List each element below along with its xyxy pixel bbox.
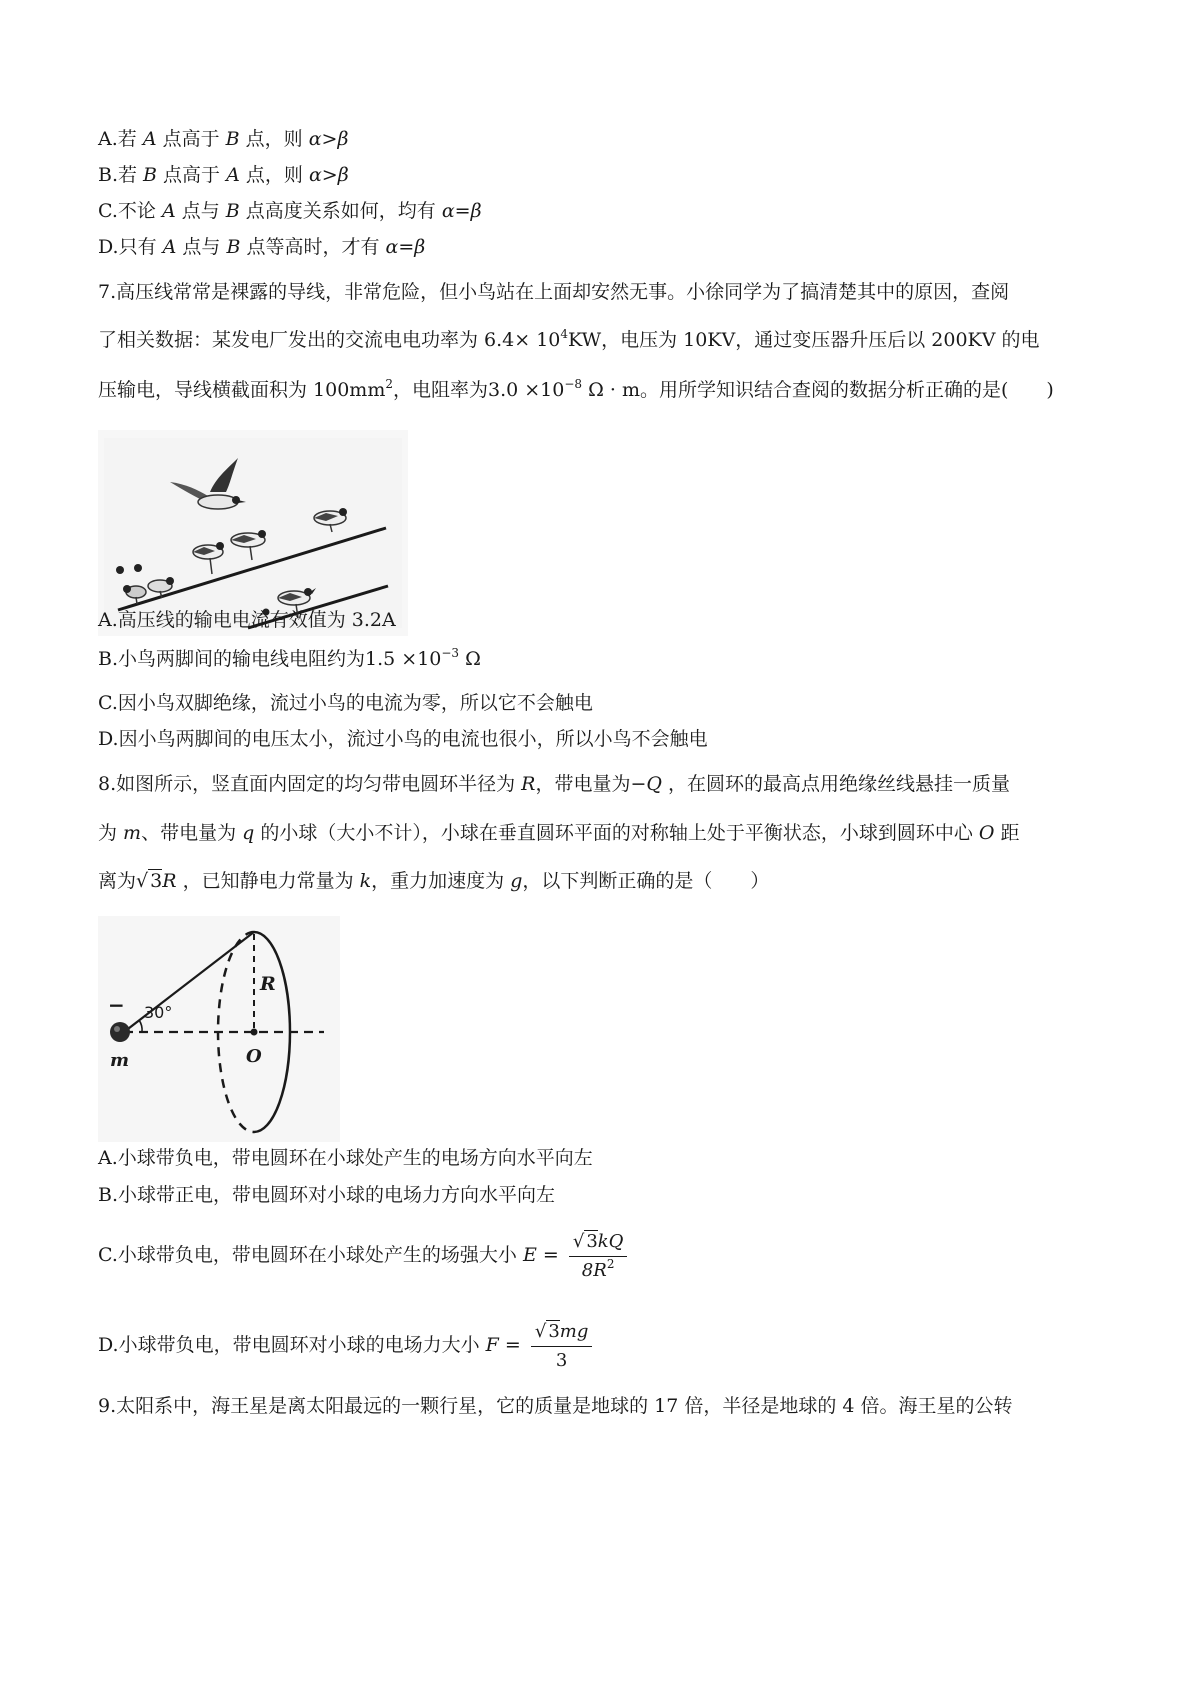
q7-option-c: C.因小鸟双脚绝缘，流过小鸟的电流为零，所以它不会触电 xyxy=(98,692,593,714)
center-label: O xyxy=(246,1046,262,1067)
q7-option-d: D.因小鸟两脚间的电压太小，流过小鸟的电流也很小，所以小鸟不会触电 xyxy=(98,728,708,750)
q8-stem-line2: 为 m、带电量为 q 的小球（大小不计），小球在垂直圆环平面的对称轴上处于平衡状态，小球到圆环中心 O 距 xyxy=(98,822,1020,844)
q8-option-d: D.小球带负电，带电圆环对小球的电场力大小 F = $\frac{√ 3mg}{3}$ xyxy=(98,1316,1118,1374)
angle-label: 30° xyxy=(144,1003,173,1022)
q6-option-c: C.不论 A 点与 B 点高度关系如何，均有 α=β xyxy=(98,200,482,222)
q6-option-b: B.若 B 点高于 A 点，则 α>β xyxy=(98,164,349,186)
q8-option-c: C.小球带负电，带电圆环在小球处产生的场强大小 E = $\frac{√ 3kQ}{8R^2}$ xyxy=(98,1226,1118,1284)
q8-option-b: B.小球带正电，带电圆环对小球的电场力方向水平向左 xyxy=(98,1184,556,1206)
footer-mark xyxy=(230,1668,270,1672)
q8-option-a: A.小球带负电，带电圆环在小球处产生的电场方向水平向左 xyxy=(98,1147,593,1169)
charged-ball xyxy=(110,1022,130,1042)
q7-option-b: B.小鸟两脚间的输电线电阻约为$1.5 \times 10^{-3}$ Ω xyxy=(98,646,481,670)
field-strength-fraction: $\frac{√ 3kQ}{8R^2}$ xyxy=(569,1230,628,1283)
q7-option-a: A.高压线的输电电流有效值为 3.2A xyxy=(98,609,396,631)
q7-stem-line3: 压输电，导线横截面积为 $100mm^2$，电阻率为$3.0 \times 10^{-8}$ Ω · m。用所学知识结合查阅的数据分析正确的是( ) xyxy=(98,377,1054,401)
radius-label: R xyxy=(260,973,276,995)
q7-stem-line2: 了相关数据：某发电厂发出的交流电电功率为 $6.4\times 10^4KW$，电压为 10KV，通过变压器升压后以 200KV 的电 xyxy=(98,327,1040,351)
mass-label: m xyxy=(110,1050,130,1071)
center-point xyxy=(251,1029,258,1036)
q7-birds-figure xyxy=(98,430,408,636)
q7-stem-line1: 7.高压线常常是裸露的导线，非常危险，但小鸟站在上面却安然无事。小徐同学为了搞清楚其中的原因，查阅 xyxy=(98,281,1010,303)
q9-stem-line1: 9.太阳系中，海王星是离太阳最远的一颗行星，它的质量是地球的 17 倍，半径是地球的 4 倍。海王星的公转 xyxy=(98,1395,1013,1417)
q8-stem-line1: 8.如图所示，竖直面内固定的均匀带电圆环半径为 R，带电量为−Q ，在圆环的最高点用绝缘丝线悬挂一质量 xyxy=(98,773,1011,795)
q8-ring-figure xyxy=(98,916,340,1142)
q6-option-a: A.若 A 点高于 B 点，则 α>β xyxy=(98,128,349,150)
force-fraction: $\frac{√ 3mg}{3}$ xyxy=(531,1320,593,1373)
q8-stem-line3: 离为√ 3R ，已知静电力常量为 k，重力加速度为 g，以下判断正确的是（ ） xyxy=(98,870,770,892)
charge-sign-label: − xyxy=(108,993,125,1017)
q6-option-d: D.只有 A 点与 B 点等高时，才有 α=β xyxy=(98,236,426,258)
